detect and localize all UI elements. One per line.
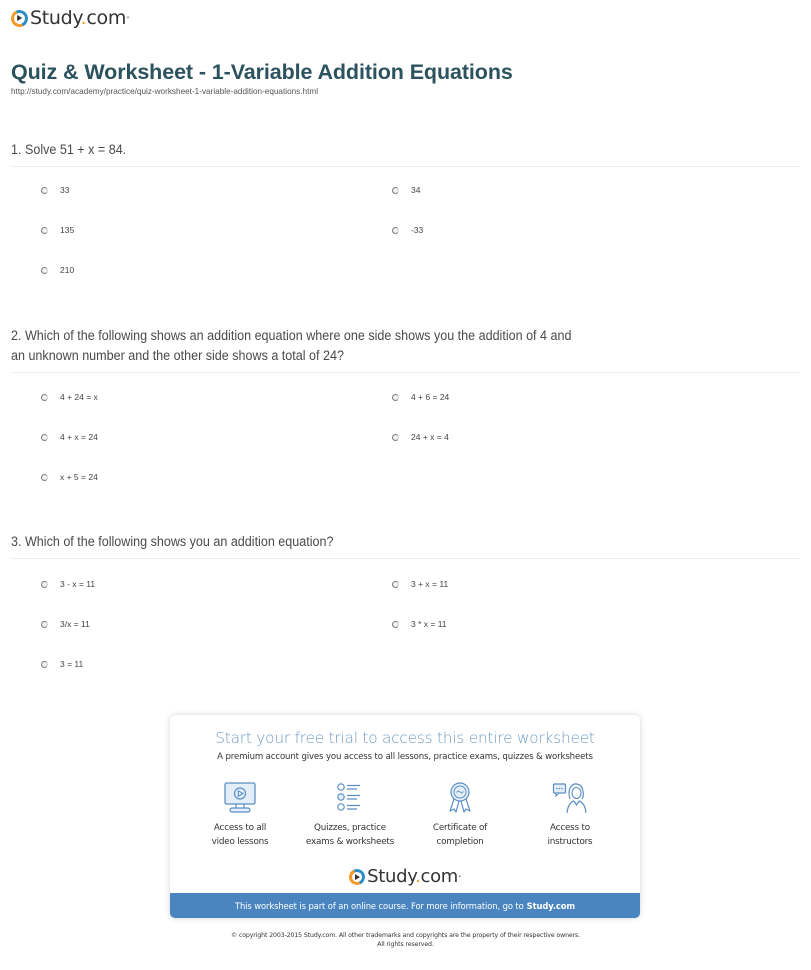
question-1 [11, 140, 800, 275]
option-e[interactable]: 210 [41, 263, 74, 277]
option-e[interactable]: 3 = 11 [41, 657, 83, 671]
option-d[interactable]: 3 * x = 11 [392, 617, 447, 631]
question-text: 1. Solve 51 + x = 84. [11, 142, 127, 157]
option-c[interactable]: 135 [41, 223, 74, 237]
radio-icon[interactable] [41, 227, 48, 234]
course-info-text: This worksheet is part of an online course. For more information, go to [234, 900, 524, 911]
radio-icon[interactable] [392, 621, 399, 628]
question-text-line-1: 2. Which of the following shows an addition equation where one side shows you the addition of 4 and [11, 328, 572, 343]
radio-icon[interactable] [41, 474, 48, 481]
certificate-icon [442, 781, 478, 815]
radio-icon[interactable] [41, 621, 48, 628]
option-b[interactable]: 4 + 6 = 24 [392, 390, 449, 404]
question-text: 3. Which of the following shows you an addition equation? [11, 534, 334, 549]
radio-icon[interactable] [41, 434, 48, 441]
promo-title[interactable]: Start your free trial to access this entire worksheet [215, 729, 595, 747]
option-c[interactable]: 4 + x = 24 [41, 430, 98, 444]
video-lessons-icon [222, 781, 258, 815]
quiz-list-icon [332, 781, 368, 815]
divider [11, 558, 800, 559]
feature-instructors: Access to instructors [510, 781, 630, 849]
copyright-notice: © copyright 2003-2015 Study.com. All other trademarks and copyrights are the property of their respective owners. All rights reserved. [230, 932, 581, 948]
promo-study-logo[interactable] [170, 866, 640, 887]
page-url[interactable]: http://study.com/academy/practice/quiz-worksheet-1-variable-addition-equations.html [11, 87, 319, 96]
radio-icon[interactable] [392, 434, 399, 441]
question-3 [11, 532, 800, 669]
free-trial-promo [170, 715, 640, 918]
logo-wordmark: Study.com [30, 7, 127, 29]
radio-icon[interactable] [41, 187, 48, 194]
option-a[interactable]: 33 [41, 183, 69, 197]
radio-icon[interactable] [41, 661, 48, 668]
radio-icon[interactable] [392, 394, 399, 401]
question-text-line-2: an unknown number and the other side shows a total of 24? [11, 348, 344, 363]
question-2 [11, 326, 800, 482]
option-d[interactable]: -33 [392, 223, 423, 237]
trademark-mark: • [127, 15, 129, 21]
option-b[interactable]: 3 + x = 11 [392, 577, 448, 591]
instructor-icon [552, 781, 588, 815]
logo-wordmark: Study.com [367, 866, 459, 887]
course-info-bar [170, 893, 640, 918]
radio-icon[interactable] [41, 394, 48, 401]
radio-icon[interactable] [41, 267, 48, 274]
feature-list [180, 781, 630, 861]
study-logo[interactable] [11, 6, 129, 30]
feature-certificate: Certificate of completion [400, 781, 520, 849]
radio-icon[interactable] [392, 187, 399, 194]
page-title: Quiz & Worksheet - 1-Variable Addition Equations [11, 60, 513, 84]
feature-video-lessons: Access to all video lessons [180, 781, 300, 849]
study-link[interactable]: Study.com [526, 900, 576, 911]
promo-subtitle: A premium account gives you access to all lessons, practice exams, quizzes & worksheets [217, 752, 593, 762]
feature-quizzes: Quizzes, practice exams & worksheets [290, 781, 410, 849]
trademark-mark: • [459, 873, 461, 880]
divider [11, 372, 800, 373]
option-a[interactable]: 4 + 24 = x [41, 390, 98, 404]
play-logo-icon [9, 7, 31, 29]
option-d[interactable]: 24 + x = 4 [392, 430, 449, 444]
radio-icon[interactable] [392, 227, 399, 234]
option-a[interactable]: 3 - x = 11 [41, 577, 95, 591]
play-logo-icon [347, 866, 368, 887]
option-e[interactable]: x + 5 = 24 [41, 470, 98, 484]
radio-icon[interactable] [41, 581, 48, 588]
radio-icon[interactable] [392, 581, 399, 588]
option-b[interactable]: 34 [392, 183, 420, 197]
option-c[interactable]: 3/x = 11 [41, 617, 90, 631]
divider [11, 166, 800, 167]
